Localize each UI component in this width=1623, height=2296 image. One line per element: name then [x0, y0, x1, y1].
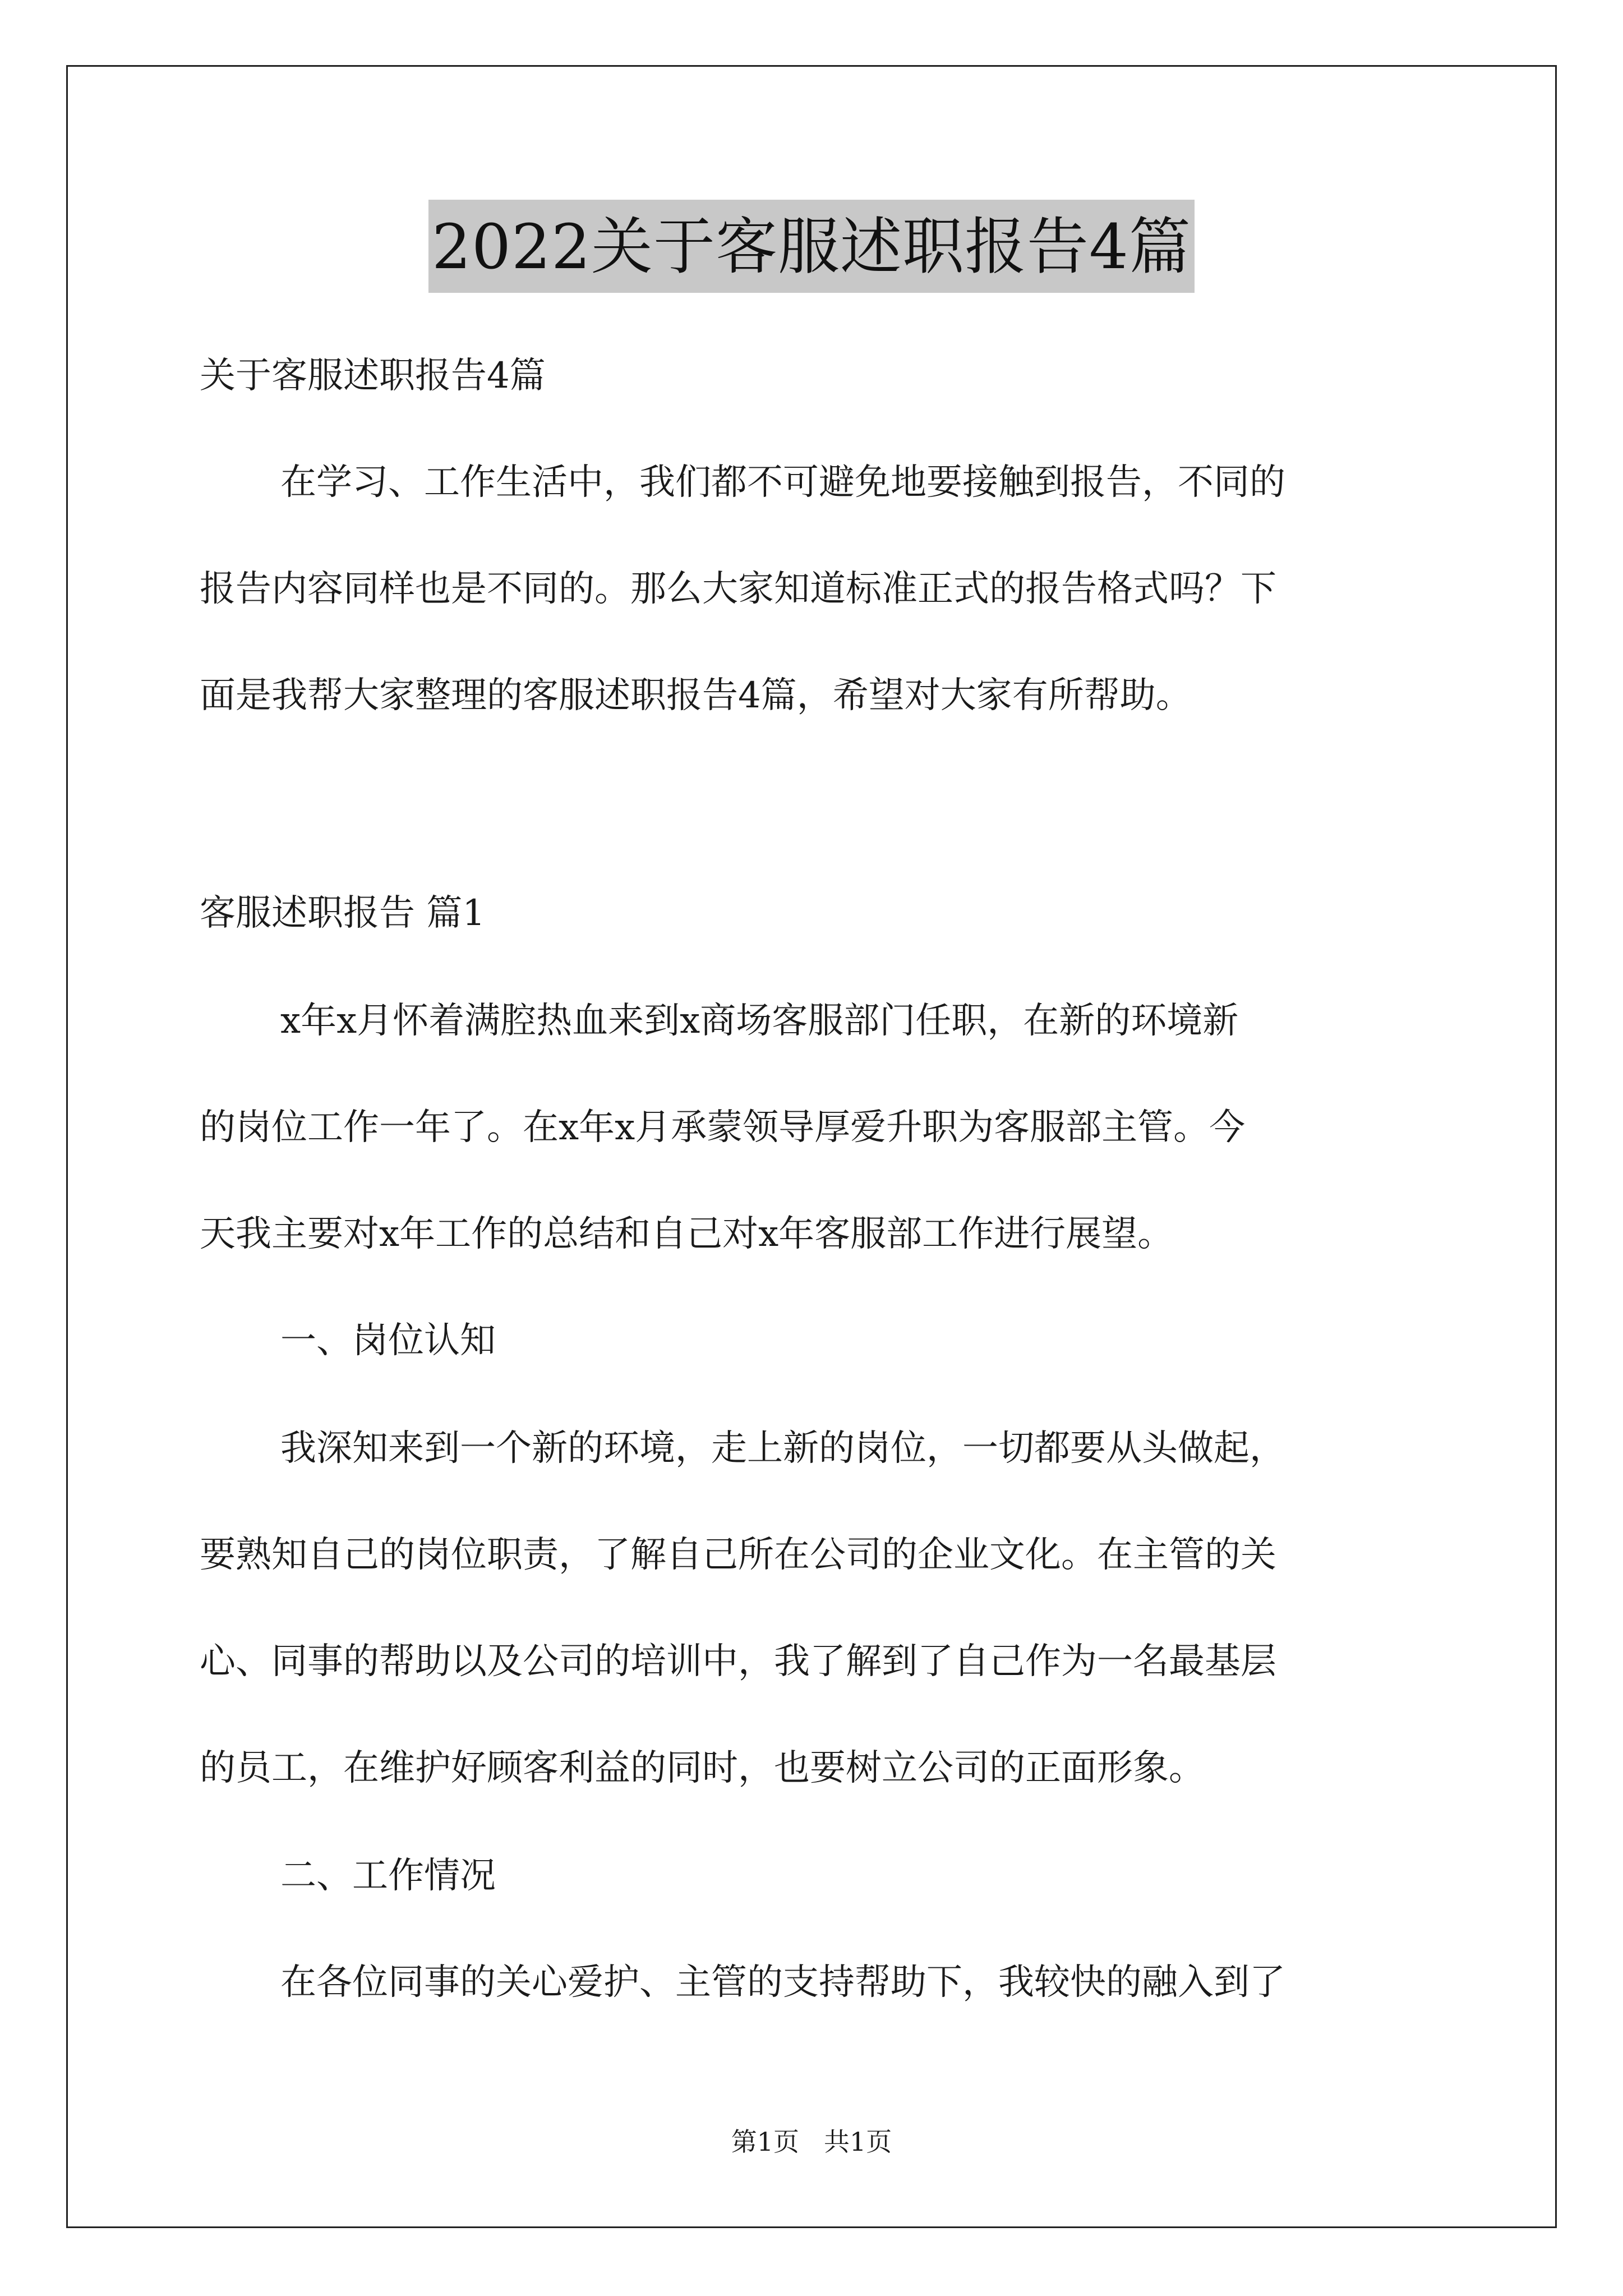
para2-line-4: 的员工，在维护好顾客利益的同时，也要树立公司的正面形象。 [200, 1747, 1205, 1789]
para2-line-1: 我深知来到一个新的环境，走上新的岗位，一切都要从头做起， [280, 1428, 1285, 1469]
page-number: 第1页 [731, 2127, 799, 2157]
para3-line-1: 在各位同事的关心爱护、主管的支持帮助下，我较快的融入到了 [280, 1962, 1285, 2003]
intro-line-2: 报告内容同样也是不同的。那么大家知道标准正式的报告格式吗？下 [200, 568, 1276, 610]
heading-job-awareness: 一、岗位认知 [280, 1320, 496, 1361]
para2-line-2: 要熟知自己的岗位职责，了解自己所在公司的企业文化。在主管的关 [200, 1534, 1276, 1576]
para1-line-1: x年x月怀着满腔热血来到x商场客服部门任职，在新的环境新 [280, 1000, 1239, 1042]
page-total: 共1页 [824, 2127, 892, 2157]
section-heading: 客服述职报告 篇1 [200, 892, 486, 934]
para1-line-3: 天我主要对x年工作的总结和自己对x年客服部工作进行展望。 [200, 1213, 1174, 1255]
para2-line-3: 心、同事的帮助以及公司的培训中，我了解到了自己作为一名最基层 [200, 1641, 1276, 1682]
intro-line-3: 面是我帮大家整理的客服述职报告4篇，希望对大家有所帮助。 [200, 675, 1192, 716]
para1-line-2: 的岗位工作一年了。在x年x月承蒙领导厚爱升职为客服部主管。今 [200, 1107, 1246, 1148]
title-container [0, 200, 1623, 293]
intro-line-1: 在学习、工作生活中，我们都不可避免地要接触到报告，不同的 [280, 462, 1285, 503]
document-subtitle: 关于客服述职报告4篇 [200, 355, 546, 397]
document-title: 2022关于客服述职报告4篇 [428, 200, 1195, 293]
heading-work-status: 二、工作情况 [280, 1855, 496, 1897]
page-footer [0, 2125, 1623, 2159]
